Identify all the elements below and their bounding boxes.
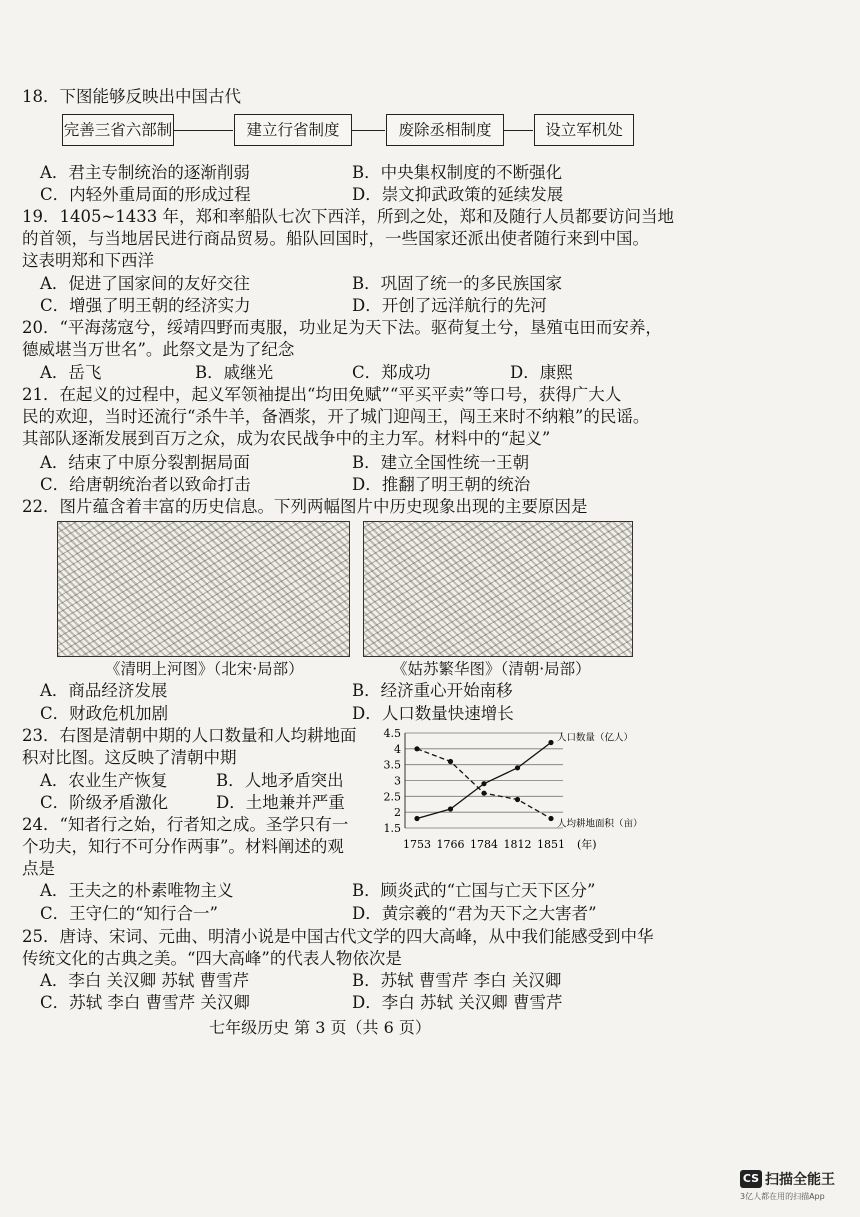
q25-stem-line-1: 25．唐诗、宋词、元曲、明清小说是中国古代文学的四大高峰，从中我们能感受到中华 <box>22 927 654 946</box>
q24-option-c: C．王守仁的“知行合一” <box>40 904 218 923</box>
q18-option-b: B．中央集权制度的不断强化 <box>352 163 563 182</box>
data-point <box>515 765 520 770</box>
q25-option-b: B．苏轼 曹雪芹 李白 关汉卿 <box>352 971 562 990</box>
q24-option-a: A．王夫之的朴素唯物主义 <box>40 881 234 900</box>
x-axis-unit: (年) <box>577 838 597 851</box>
q23-option-b: B．人地矛盾突出 <box>216 771 344 790</box>
y-tick-label: 4 <box>394 742 401 756</box>
x-tick-label: 1812 <box>503 838 532 851</box>
flow-step-1: 完善三省六部制 <box>62 114 174 146</box>
q24-stem-line-1: 24．“知者行之始，行者知之成。圣学只有一 <box>22 815 349 834</box>
data-point <box>448 759 453 764</box>
q24-option-d: D．黄宗羲的“君为天下之大害者” <box>352 904 597 923</box>
q25-option-d: D．李白 苏轼 关汉卿 曹雪芹 <box>352 993 563 1012</box>
flow-step-4: 设立军机处 <box>534 114 634 146</box>
q19-option-d: D．开创了远洋航行的先河 <box>352 296 547 315</box>
x-tick-label: 1753 <box>403 838 431 851</box>
q19-option-a: A．促进了国家间的友好交往 <box>40 274 250 293</box>
population-farmland-chart <box>375 725 645 853</box>
q24-stem-line-3: 点是 <box>22 859 55 878</box>
x-tick-label: 1766 <box>436 838 465 851</box>
q22-option-b: B．经济重心开始南移 <box>352 681 513 700</box>
q21-stem-line-3: 其部队逐渐发展到百万之众，成为农民战争中的主力军。材料中的“起义” <box>22 429 551 448</box>
q22-option-a: A．商品经济发展 <box>40 681 168 700</box>
x-tick-label: 1784 <box>470 838 498 851</box>
q19-stem-line-3: 这表明郑和下西洋 <box>22 251 154 270</box>
q18-flow-diagram <box>62 114 632 150</box>
q21-stem-line-2: 民的欢迎，当时还流行“杀牛羊，备酒浆，开了城门迎闯王，闯王来时不纳粮”的民谣。 <box>22 407 650 426</box>
data-point <box>414 746 419 751</box>
series-label: 人口数量（亿人） <box>557 732 634 744</box>
q23-stem-line-2: 积对比图。这反映了清朝中期 <box>22 748 237 767</box>
q18-option-c: C．内轻外重局面的形成过程 <box>40 185 251 204</box>
q20-option-b: B．戚继光 <box>195 363 274 382</box>
y-tick-label: 3.5 <box>383 758 401 772</box>
q21-option-a: A．结束了中原分裂割据局面 <box>40 453 250 472</box>
q19-option-c: C．增强了明王朝的经济实力 <box>40 296 251 315</box>
data-point <box>414 816 419 821</box>
gusu-caption: 《姑苏繁华图》（清朝·局部） <box>392 660 591 678</box>
q25-option-a: A．李白 关汉卿 苏轼 曹雪芹 <box>40 971 250 990</box>
q18-option-a: A．君主专制统治的逐渐削弱 <box>40 163 250 182</box>
q20-option-d: D．康熙 <box>510 363 573 382</box>
q21-option-b: B．建立全国性统一王朝 <box>352 453 530 472</box>
q21-option-c: C．给唐朝统治者以致命打击 <box>40 475 251 494</box>
q20-stem-line-1: 20．“平海荡寇兮，绥靖四野而夷服，功业足为天下法。驱荷复土兮，垦殖屯田而安养， <box>22 318 662 337</box>
data-point <box>515 797 520 802</box>
q25-option-c: C．苏轼 李白 曹雪芹 关汉卿 <box>40 993 250 1012</box>
y-tick-label: 1.5 <box>383 822 401 835</box>
scanner-watermark <box>740 1168 850 1202</box>
q20-stem-line-2: 德威堪当万世名”。此祭文是为了纪念 <box>22 340 295 359</box>
q21-stem-line-1: 21．在起义的过程中，起义军领袖提出“均田免赋”“平买平卖”等口号，获得广大人 <box>22 385 622 404</box>
q20-option-a: A．岳飞 <box>40 363 102 382</box>
q20-option-c: C．郑成功 <box>352 363 431 382</box>
q22-option-c: C．财政危机加剧 <box>40 704 169 723</box>
series-label: 人均耕地面积（亩） <box>557 818 643 830</box>
data-point <box>548 740 553 745</box>
q23-option-a: A．农业生产恢复 <box>40 771 168 790</box>
q18-option-d: D．崇文抑武政策的延续发展 <box>352 185 564 204</box>
brand-name: 扫描全能王 <box>765 1171 835 1188</box>
q19-stem-line-2: 的首领，与当地居民进行商品贸易。船队回国时，一些国家还派出使者随行来到中国。 <box>22 229 649 248</box>
q24-option-b: B．顾炎武的“亡国与亡天下区分” <box>352 881 596 900</box>
q23-option-c: C．阶级矛盾激化 <box>40 793 169 812</box>
flow-connector <box>351 130 385 131</box>
q24-stem-line-2: 个功夫，知行不可分作两事”。材料阐述的观 <box>22 837 344 856</box>
data-point <box>448 806 453 811</box>
qingming-painting-image <box>57 521 350 657</box>
y-tick-label: 3 <box>394 774 401 788</box>
y-tick-label: 2 <box>394 806 401 820</box>
y-tick-label: 4.5 <box>383 727 401 740</box>
flow-connector <box>503 130 533 131</box>
q23-option-d: D．土地兼并严重 <box>216 793 345 812</box>
q19-stem-line-1: 19．1405~1433 年，郑和率船队七次下西洋，所到之处，郑和及随行人员都要访问当地 <box>22 207 675 226</box>
qingming-caption: 《清明上河图》（北宋·局部） <box>105 660 304 678</box>
y-tick-label: 2.5 <box>383 790 401 804</box>
q18-stem: 18．下图能够反映出中国古代 <box>22 87 241 106</box>
data-point <box>481 781 486 786</box>
q22-option-d: D．人口数量快速增长 <box>352 704 514 723</box>
flow-step-3: 废除丞相制度 <box>386 114 504 146</box>
camscanner-logo-icon: CS <box>740 1170 762 1188</box>
x-tick-label: 1851 <box>537 838 565 851</box>
q22-stem: 22．图片蕴含着丰富的历史信息。下列两幅图片中历史现象出现的主要原因是 <box>22 497 588 516</box>
page-footer: 七年级历史 第 3 页（共 6 页） <box>209 1018 431 1037</box>
flow-connector <box>173 130 233 131</box>
q25-stem-line-2: 传统文化的古典之美。“四大高峰”的代表人物依次是 <box>22 949 402 968</box>
flow-step-2: 建立行省制度 <box>234 114 352 146</box>
q21-option-d: D．推翻了明王朝的统治 <box>352 475 531 494</box>
brand-tagline: 3亿人都在用的扫描App <box>740 1191 825 1201</box>
q19-option-b: B．巩固了统一的多民族国家 <box>352 274 563 293</box>
data-point <box>481 791 486 796</box>
data-point <box>548 816 553 821</box>
gusu-painting-image <box>363 521 633 657</box>
q23-stem-line-1: 23．右图是清朝中期的人口数量和人均耕地面 <box>22 726 357 745</box>
